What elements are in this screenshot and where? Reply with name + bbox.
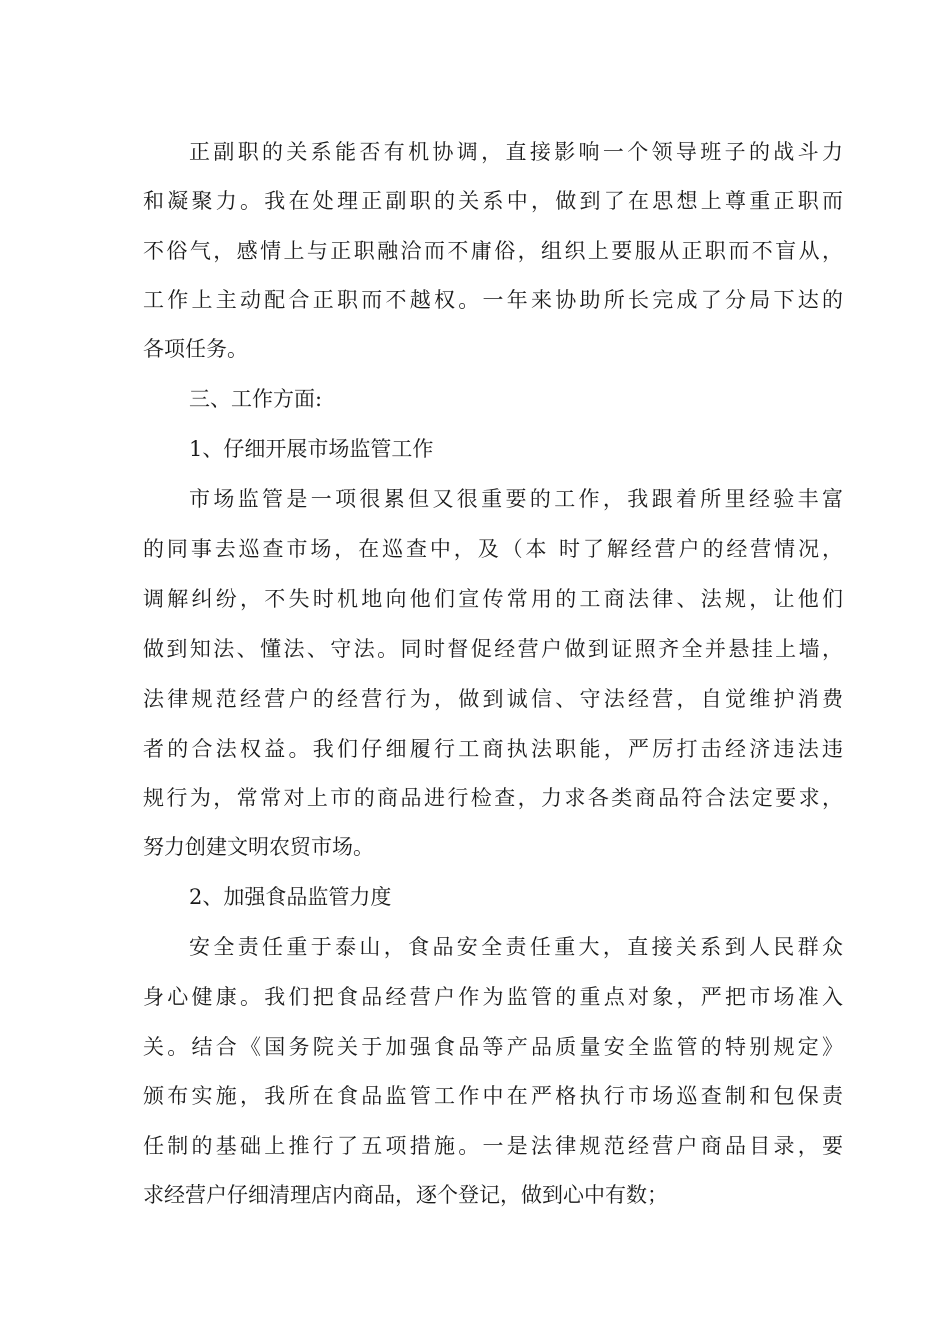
text-line: 关。结合《国务院关于加强食品等产品质量安全监管的特别规定》 xyxy=(143,1035,843,1059)
text-line: 不俗气，感情上与正职融洽而不庸俗，组织上要服从正职而不盲从， xyxy=(143,239,843,263)
subsection-heading: 2、加强食品监管力度 xyxy=(189,885,392,909)
text-line: 调解纠纷，不失时机地向他们宣传常用的工商法律、法规，让他们 xyxy=(143,587,843,611)
text-line: 安全责任重于泰山，食品安全责任重大，直接关系到人民群众 xyxy=(189,935,843,959)
text-line: 法律规范经营户的经营行为，做到诚信、守法经营，自觉维护消费 xyxy=(143,687,843,711)
text-line: 规行为，常常对上市的商品进行检查，力求各类商品符合法定要求， xyxy=(143,786,843,810)
text-line: 努力创建文明农贸市场。 xyxy=(143,835,374,859)
text-line: 做到知法、懂法、守法。同时督促经营户做到证照齐全并悬挂上墙， xyxy=(143,637,843,661)
text-line: 和凝聚力。我在处理正副职的关系中，做到了在思想上尊重正职而 xyxy=(143,189,843,213)
text-line: 求经营户仔细清理店内商品，逐个登记，做到心中有数； xyxy=(143,1183,668,1207)
text-line: 市场监管是一项很累但又很重要的工作，我跟着所里经验丰富 xyxy=(189,487,843,511)
text-line: 各项任务。 xyxy=(143,337,248,361)
text-line: 工作上主动配合正职而不越权。一年来协助所长完成了分局下达的 xyxy=(143,288,843,312)
text-line: 者的合法权益。我们仔细履行工商执法职能，严厉打击经济违法违 xyxy=(143,737,843,761)
text-line: 任制的基础上推行了五项措施。一是法律规范经营户商品目录，要 xyxy=(143,1134,843,1158)
text-line: 颁布实施，我所在食品监管工作中在严格执行市场巡查制和包保责 xyxy=(143,1084,843,1108)
text-line: 的同事去巡查市场，在巡查中，及（本 时了解经营户的经营情况， xyxy=(143,537,843,561)
text-line: 身心健康。我们把食品经营户作为监管的重点对象，严把市场准入 xyxy=(143,985,843,1009)
text-line: 正副职的关系能否有机协调，直接影响一个领导班子的战斗力 xyxy=(189,140,843,164)
section-heading: 三、工作方面: xyxy=(189,387,323,411)
subsection-heading: 1、仔细开展市场监管工作 xyxy=(189,437,434,461)
